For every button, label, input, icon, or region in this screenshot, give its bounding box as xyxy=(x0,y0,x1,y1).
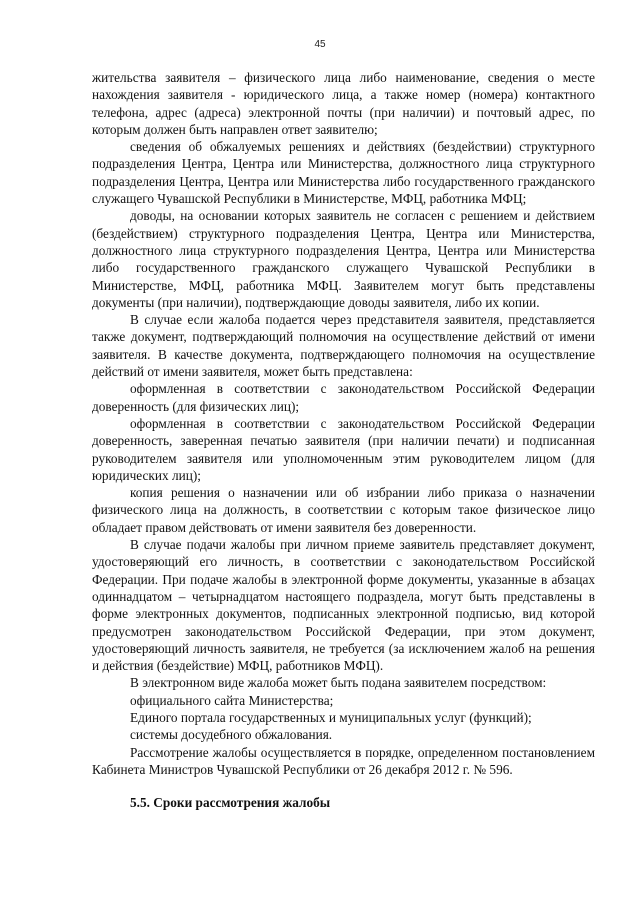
list-item-unified-portal: Единого портала государственных и муниципальных услуг (функций); xyxy=(130,709,532,725)
paragraph-representative: В случае если жалоба подается через представителя заявителя, представляется также документ, подтверждающий полномочия на осуществление действий от имени заявителя. В качестве документа, подтверждающего полномочия на осуществление действий от имени заявителя, может быть представлена: xyxy=(92,312,595,380)
paragraph-appealed-decisions: сведения об обжалуемых решениях и действиях (бездействии) структурного подразделения Центра, Центра или Министерства, должностного лица структурного подразделения Центра, Центра или Министерства либо государственного гражданского служащего Чувашской Республики в Министерстве, МФЦ, работника МФЦ; xyxy=(92,139,595,207)
list-item-ministry-site: официального сайта Министерства; xyxy=(130,692,334,708)
paragraph-electronic-submission: В электронном виде жалоба может быть подана заявителем посредством: xyxy=(130,675,547,691)
paragraph-applicant-address: жительства заявителя – физического лица либо наименование, сведения о месте нахождения заявителя - юридического лица, а также номер (номера) контактного телефона, адрес (адреса) электронной почты (при наличии) и почтовый адрес, по которым должен быть направлен ответ заявителю; xyxy=(92,70,595,137)
page-number: 45 xyxy=(314,39,326,50)
paragraph-appointment-copy: копия решения о назначении или об избрании либо приказа о назначении физического лица на должность, в соответствии с которым такое физическое лицо обладает правом действовать от имени заявителя без доверенности. xyxy=(92,485,595,535)
list-item-pretrial-system: системы досудебного обжалования. xyxy=(130,727,333,743)
paragraph-power-of-attorney-individuals: оформленная в соответствии с законодательством Российской Федерации доверенность (для физических лиц); xyxy=(92,381,595,414)
paragraph-power-of-attorney-legal: оформленная в соответствии с законодательством Российской Федерации доверенность, заверенная печатью заявителя (при наличии печати) и подписанная руководителем заявителя или уполномоченным этим руководителем лицом (для юридических лиц); xyxy=(92,415,595,483)
paragraph-personal-reception: В случае подачи жалобы при личном приеме заявитель представляет документ, удостоверяющий его личность, в соответствии с законодательством Российской Федерации. При подаче жалобы в электронной форме документы, указанные в абзацах одиннадцатом – четырнадцатом настоящего подраздела, могут быть представлены в форме электронных документов, подписанных электронной подписью, вид которой предусмотрен законодательством Российской Федерации, при этом документ, удостоверяющий личность заявителя, не требуется (за исключением жалоб на решения и действия (бездействие) МФЦ, работников МФЦ). xyxy=(92,537,595,674)
section-heading: 5.5. Сроки рассмотрения жалобы xyxy=(130,795,331,811)
document-body xyxy=(92,69,595,811)
paragraph-arguments: доводы, на основании которых заявитель не согласен с решением и действием (бездействием) структурного подразделения Центра, Центра или Министерства, должностного лица структурного подразделения Центра, Центра или Министерства либо государственного гражданского служащего Чувашской Республики в Министерстве, МФЦ, работника МФЦ. Заявителем могут быть представлены документы (при наличии), подтверждающие доводы заявителя, либо их копии. xyxy=(92,208,595,310)
paragraph-review-procedure: Рассмотрение жалобы осуществляется в порядке, определенном постановлением Кабинета Министров Чувашской Республики от 26 декабря 2012 г. № 596. xyxy=(92,744,595,777)
